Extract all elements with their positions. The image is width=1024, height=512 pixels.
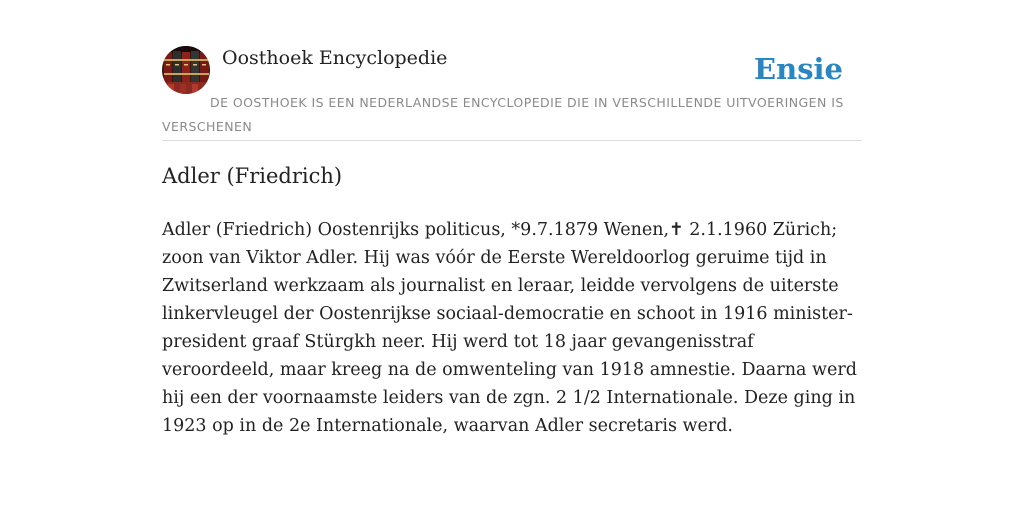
- article-body: Adler (Friedrich) Oostenrijks politicus, *9.7.1879 Wenen,✝ 2.1.1960 Zürich; zoon van Viktor Adler. Hij was vóór de Eerste Wereldoorlog geruime tijd in Zwitserland werkzaam als journalist en leraar, leidde vervolgens de uiterste linkervleugel der Oostenrijkse sociaal-democratie en schoot in 1916 minister-president graaf Stürgkh neer. Hij werd tot 18 jaar gevangenisstraf veroordeeld, maar kreeg na de omwenteling van 1918 amnestie. Daarna werd hij een der voornaamste leiders van de zgn. 2 1/2 Internationale. Deze ging in 1923 op in de 2e Internationale, waarvan Adler secretaris werd.: [162, 220, 857, 436]
- brand-logo[interactable]: Ensie: [754, 52, 843, 86]
- source-tagline: DE OOSTHOEK IS EEN NEDERLANDSE ENCYCLOPEDIE DIE IN VERSCHILLENDE UITVOERINGEN IS VERSCHENEN: [162, 95, 844, 134]
- source-name[interactable]: Oosthoek Encyclopedie: [222, 47, 448, 69]
- encyclopedia-books-icon[interactable]: [162, 46, 210, 94]
- article-title: Adler (Friedrich): [162, 164, 343, 188]
- site-header: [162, 46, 862, 141]
